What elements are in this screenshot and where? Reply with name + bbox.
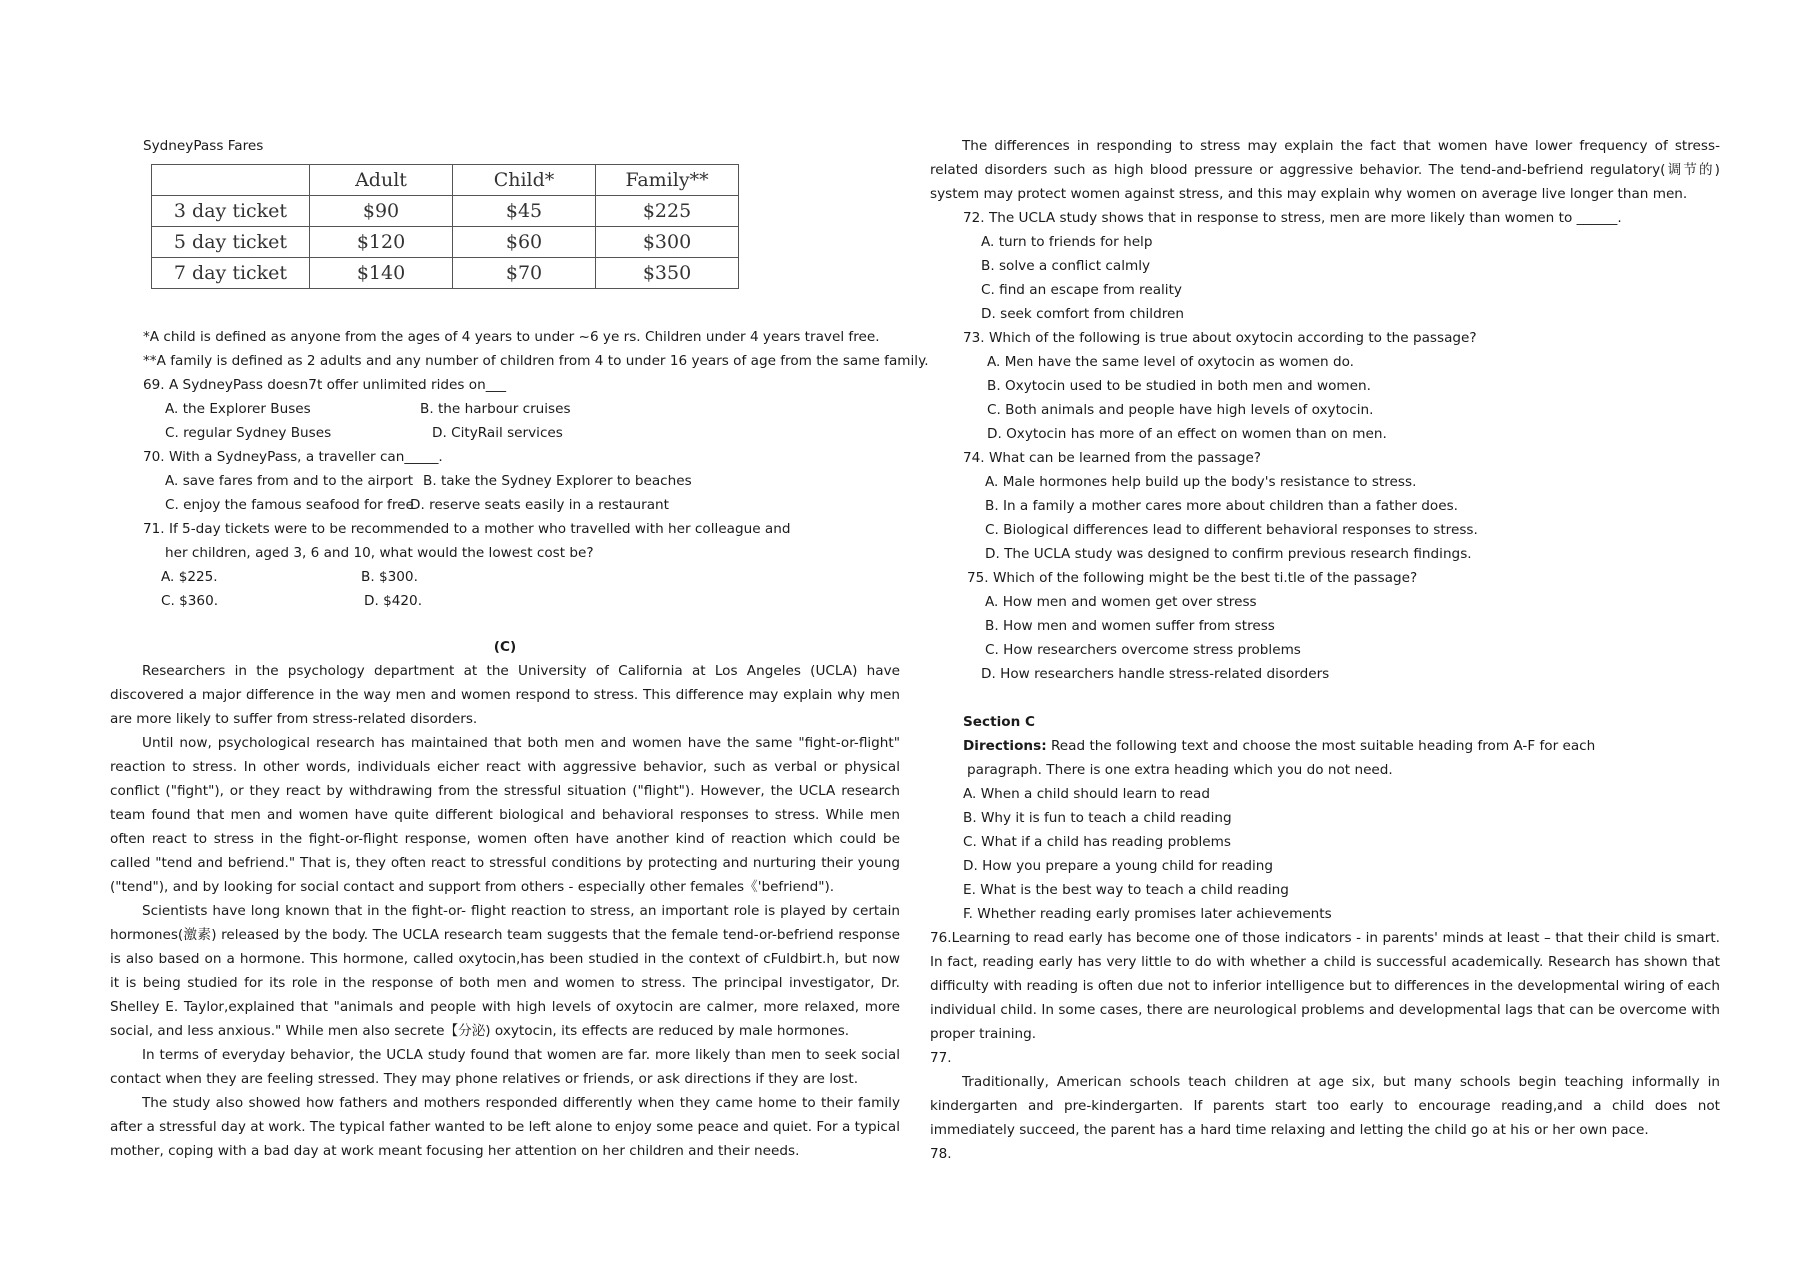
heading-option: F. Whether reading early promises later achievements [963, 906, 1332, 922]
passage-paragraph: The study also showed how fathers and mothers responded differently when they came home to their family after a stressful day at work. The typical father wanted to be left alone to enjoy some peace and quiet. For a typical mother, coping with a bad day at work meant focusing her attention on her children and their needs. [110, 1095, 900, 1159]
option-d: D. Oxytocin has more of an effect on women than on men. [987, 426, 1387, 442]
heading-option: B. Why it is fun to teach a child reading [963, 810, 1232, 826]
option-row [165, 493, 900, 517]
table-cell: 5 day ticket [152, 227, 310, 258]
option-a: A. turn to friends for help [981, 234, 1153, 250]
option-b: B. Oxytocin used to be studied in both men and women. [987, 378, 1371, 394]
option-b: B. How men and women suffer from stress [985, 618, 1275, 634]
option-c: C. Both animals and people have high levels of oxytocin. [987, 402, 1374, 418]
option-row [161, 565, 900, 589]
table-header-cell [152, 165, 310, 196]
paragraph-77-number: 77. [930, 1050, 952, 1066]
option-b: B. $300. [361, 569, 418, 585]
table-row [152, 196, 739, 227]
table-cell: $90 [310, 196, 453, 227]
option-d: D. seek comfort from children [981, 306, 1184, 322]
family-note: **A family is defined as 2 adults and any number of children from 4 to under 16 years of age from the same family. [143, 353, 929, 369]
option-a: A. Men have the same level of oxytocin as women do. [987, 354, 1355, 370]
passage-paragraph: In terms of everyday behavior, the UCLA study found that women are far. more likely than men to seek social contact when they are feeling stressed. They may phone relatives or friends, or ask directions if they are lost. [110, 1047, 900, 1087]
left-column [110, 134, 929, 1163]
paragraph-78-number: 78. [930, 1146, 952, 1162]
question-75-stem: 75. Which of the following might be the best ti.tle of the passage? [967, 570, 1418, 586]
heading-option: E. What is the best way to teach a child reading [963, 882, 1289, 898]
table-cell: 3 day ticket [152, 196, 310, 227]
section-c-title: Section C [963, 714, 1035, 730]
option-c: C. regular Sydney Buses [165, 425, 332, 441]
option-d: D. How researchers handle stress-related disorders [981, 666, 1330, 682]
option-a: A. the Explorer Buses [165, 401, 311, 417]
option-c: C. enjoy the famous seafood for free [165, 497, 414, 513]
question-69-stem: 69. A SydneyPass doesn7t offer unlimited rides on___ [143, 377, 507, 393]
heading-option: C. What if a child has reading problems [963, 834, 1231, 850]
option-b: B. In a family a mother cares more about children than a father does. [985, 498, 1458, 514]
right-column [930, 134, 1720, 1166]
option-d: D. reserve seats easily in a restaurant [410, 497, 669, 513]
option-b: B. take the Sydney Explorer to beaches [423, 473, 692, 489]
passage-c-label: (C) [493, 639, 517, 655]
question-74-stem: 74. What can be learned from the passage? [963, 450, 1262, 466]
table-header-row [152, 165, 739, 196]
option-row [161, 589, 900, 613]
option-a: A. How men and women get over stress [985, 594, 1257, 610]
directions-text-cont: paragraph. There is one extra heading which you do not need. [967, 762, 1393, 778]
table-cell: $60 [453, 227, 596, 258]
table-caption: SydneyPass Fares [143, 138, 264, 154]
option-a: A. $225. [161, 569, 218, 585]
option-c: C. $360. [161, 593, 219, 609]
heading-option: D. How you prepare a young child for reading [963, 858, 1274, 874]
table-cell: $70 [453, 258, 596, 289]
directions [963, 734, 1720, 758]
paragraph-77: Traditionally, American schools teach children at age six, but many schools begin teaching informally in kindergarten and pre-kindergarten. If parents start too early to encourage reading,and a child does not immediately succeed, the parent has a hard time relaxing and letting the child go at his or her own pace. [930, 1074, 1720, 1138]
option-row [165, 421, 900, 445]
passage-paragraph: Researchers in the psychology department at the University of California at Los Angeles (UCLA) have discovered a major difference in the way men and women respond to stress. This difference may explain why men are more likely to suffer from stress-related disorders. [110, 663, 900, 727]
option-d: D. The UCLA study was designed to confirm previous research findings. [985, 546, 1472, 562]
question-70-stem: 70. With a SydneyPass, a traveller can_____. [143, 449, 443, 465]
option-d: D. $420. [364, 593, 423, 609]
directions-text: Read the following text and choose the most suitable heading from A-F for each [1046, 738, 1596, 754]
passage-paragraph: Until now, psychological research has maintained that both men and women have the same "fight-or-flight" reaction to stress. In other words, individuals eicher react with aggressive behavior, such as verbal or physical conflict ("fight"), or they react by withdrawing from the stressful situation ("flight"). However, the UCLA research team found that men and women have quite different biological and behavioral responses to stress. While men often react to stress in the fight-or-flight response, women often have another kind of reaction which could be called "tend and befriend." That is, they often react to stressful conditions by protecting and nurturing their young ("tend"), and by looking for social contact and support from others - especially other females《'befriend"). [110, 735, 900, 895]
option-row [165, 397, 900, 421]
table-cell: $300 [596, 227, 739, 258]
question-71-stem-cont: her children, aged 3, 6 and 10, what would the lowest cost be? [165, 545, 594, 561]
option-c: C. Biological differences lead to different behavioral responses to stress. [985, 522, 1478, 538]
table-cell: 7 day ticket [152, 258, 310, 289]
passage-paragraph: Scientists have long known that in the fight-or- flight reaction to stress, an important role is played by certain hormones(激素) released by the body. The UCLA research team suggests that the female tend-or-befriend response is also based on a hormone. This hormone, called oxytocin,has been studied in the context of cFuldbirt.h, but now it is being studied for its role in the response of both men and women to stress. The principal investigator, Dr. Shelley E. Taylor,explained that "animals and people with high levels of oxytocin are calmer, more relaxed, more social, and less anxious." While men also secrete【分泌) oxytocin, its effects are reduced by male hormones. [110, 903, 900, 1039]
child-note: *A child is defined as anyone from the ages of 4 years to under ~6 ye rs. Children under 4 years travel free. [143, 329, 880, 345]
option-b: B. the harbour cruises [420, 401, 571, 417]
option-c: C. How researchers overcome stress problems [985, 642, 1301, 658]
question-71-stem: 71. If 5-day tickets were to be recommended to a mother who travelled with her colleague and [143, 521, 791, 537]
option-c: C. find an escape from reality [981, 282, 1182, 298]
question-72-stem: 72. The UCLA study shows that in response to stress, men are more likely than women to ______. [963, 210, 1622, 226]
table-row [152, 258, 739, 289]
passage-paragraph: The differences in responding to stress may explain the fact that women have lower frequency of stress-related disorders such as high blood pressure or aggressive behavior. The tend-and-befriend regulatory(调节的) system may protect women against stress, and this may explain why women on average live longer than men. [930, 138, 1720, 202]
question-73-stem: 73. Which of the following is true about oxytocin according to the passage? [963, 330, 1477, 346]
option-row [165, 469, 900, 493]
table-header-cell: Family** [596, 165, 739, 196]
table-header-cell: Adult [310, 165, 453, 196]
table-cell: $140 [310, 258, 453, 289]
table-row [152, 227, 739, 258]
table-header-cell: Child* [453, 165, 596, 196]
option-a: A. save fares from and to the airport [165, 473, 414, 489]
heading-option: A. When a child should learn to read [963, 786, 1210, 802]
paragraph-76: 76.Learning to read early has become one of those indicators - in parents' minds at least – that their child is smart. In fact, reading early has very little to do with whether a child is successful academically. Research has shown that difficulty with reading is often due not to inferior intelligence but to differences in the developmental wiring of each individual child. In some cases, there are neurological problems and developmental lags that can be overcome with proper training. [930, 930, 1720, 1042]
table-cell: $45 [453, 196, 596, 227]
option-b: B. solve a conflict calmly [981, 258, 1151, 274]
fares-table [151, 164, 739, 289]
option-a: A. Male hormones help build up the body's resistance to stress. [985, 474, 1417, 490]
option-d: D. CityRail services [432, 425, 563, 441]
table-cell: $225 [596, 196, 739, 227]
table-cell: $120 [310, 227, 453, 258]
directions-label: Directions: [963, 738, 1047, 754]
table-cell: $350 [596, 258, 739, 289]
